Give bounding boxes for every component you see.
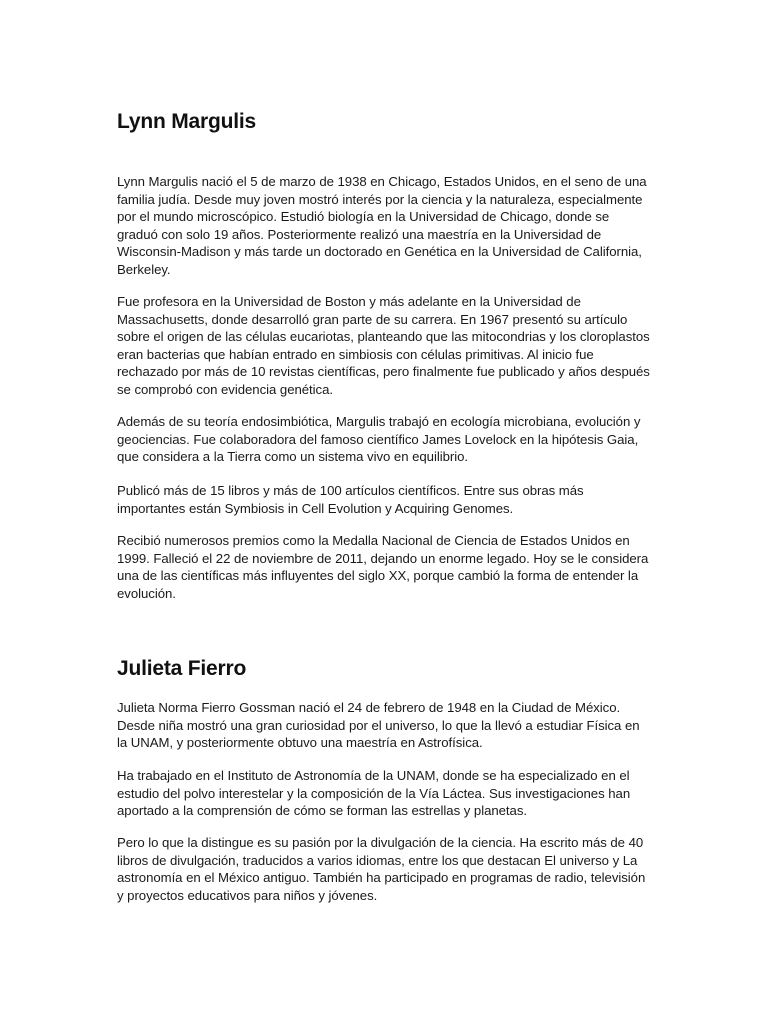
paragraph: Pero lo que la distingue es su pasión por la divulgación de la ciencia. Ha escrito más de 40 libros de divulgación, traducidos a varios idiomas, entre los que destacan El universo y La astronomía en el México antiguo. También ha participado en programas de radio, televisión y proyectos educativos para niños y jóvenes. bbox=[117, 835, 646, 903]
section-title-julieta-fierro: Julieta Fierro bbox=[117, 657, 247, 680]
paragraph: Ha trabajado en el Instituto de Astronomía de la UNAM, donde se ha especializado en el estudio del polvo interestelar y la composición de la Vía Láctea. Sus investigaciones han aportado a la comprensión de cómo se forman las estrellas y planetas. bbox=[117, 768, 631, 819]
paragraph: Fue profesora en la Universidad de Boston y más adelante en la Universidad de Massachusetts, donde desarrolló gran parte de su carrera. En 1967 presentó su artículo sobre el origen de las células eucariotas, planteando que las mitocondrias y los cloroplastos eran bacterias que habían entrado en simbiosis con células primitivas. Al inicio fue rechazado por más de 10 revistas científicas, pero finalmente fue publicado y años después se comprobó con evidencia genética. bbox=[117, 294, 650, 397]
paragraph: Lynn Margulis nació el 5 de marzo de 1938 en Chicago, Estados Unidos, en el seno de una familia judía. Desde muy joven mostró interés por la ciencia y la naturaleza, especialmente por el mundo microscópico. Estudió biología en la Universidad de Chicago, donde se graduó con solo 19 años. Posteriormente realizó una maestría en la Universidad de Wisconsin-Madison y más tarde un doctorado en Genética en la Universidad de California, Berkeley. bbox=[117, 174, 647, 277]
paragraph: Publicó más de 15 libros y más de 100 artículos científicos. Entre sus obras más importantes están Symbiosis in Cell Evolution y Acquiring Genomes. bbox=[117, 483, 584, 516]
paragraph: Recibió numerosos premios como la Medalla Nacional de Ciencia de Estados Unidos en 1999. Falleció el 22 de noviembre de 2011, dejando un enorme legado. Hoy se le considera una de las científicas más influyentes del siglo XX, porque cambió la forma de entender la evolución. bbox=[117, 533, 649, 601]
paragraph: Julieta Norma Fierro Gossman nació el 24 de febrero de 1948 en la Ciudad de México. Desde niña mostró una gran curiosidad por el universo, lo que la llevó a estudiar Física en la UNAM, y posteriormente obtuvo una maestría en Astrofísica. bbox=[117, 700, 640, 751]
section-title-lynn-margulis: Lynn Margulis bbox=[117, 110, 256, 133]
paragraph: Además de su teoría endosimbiótica, Margulis trabajó en ecología microbiana, evolución y geociencias. Fue colaboradora del famoso científico James Lovelock en la hipótesis Gaia, que considera a la Tierra como un sistema vivo en equilibrio. bbox=[117, 414, 641, 465]
